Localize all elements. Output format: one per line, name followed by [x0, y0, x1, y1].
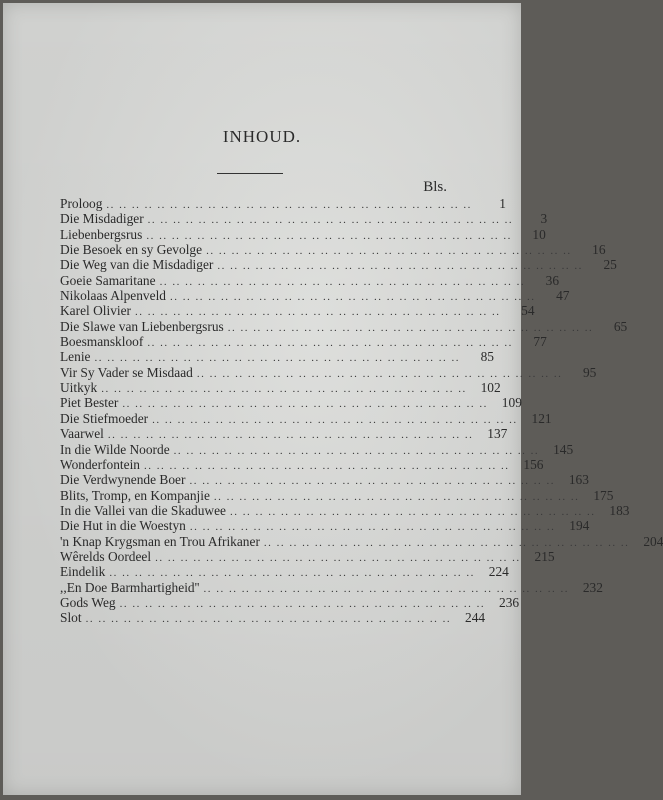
toc-entry-title: Die Hut in die Woestyn [60, 518, 186, 534]
toc-entry-title: Piet Bester [60, 395, 119, 411]
toc-entry-page: 16 [592, 242, 606, 258]
toc-entry-page: 54 [521, 303, 535, 319]
toc-entry-page: 236 [499, 594, 520, 610]
toc-entry-page: 137 [487, 426, 508, 442]
toc-entry-title: Proloog [60, 196, 103, 211]
toc-dot-leader: .. .. .. .. .. .. .. .. .. .. .. .. .. .. .. .. .. .. .. .. .. .. .. .. .. .. .. .. .. [206, 245, 572, 258]
toc-entry [60, 303, 535, 319]
book-page [3, 3, 663, 795]
toc-entry-title: Gods Weg [60, 594, 116, 610]
toc-entry [60, 318, 628, 334]
toc-entry-page: 156 [523, 456, 544, 472]
toc-dot-leader: .. .. .. .. .. .. .. .. .. .. .. .. .. .. .. .. .. .. .. .. .. .. .. .. .. .. .. .. .. [189, 521, 556, 534]
toc-entry-title: In die Vallei van die Skaduwee [60, 502, 226, 518]
toc-dot-leader: .. .. .. .. .. .. .. .. .. .. .. .. .. .. .. .. .. .. .. .. .. .. .. .. .. .. .. .. .. [227, 321, 594, 334]
toc-dot-leader: .. .. .. .. .. .. .. .. .. .. .. .. .. .. .. .. .. .. .. .. .. .. .. .. .. .. .. .. .. [146, 229, 512, 242]
toc-entry-title: Vir Sy Vader se Misdaad [60, 364, 193, 380]
toc-entry-page: 121 [531, 410, 552, 426]
toc-entry-page: 25 [603, 257, 617, 273]
toc-entry [60, 410, 552, 426]
toc-entry-title: Lenie [60, 349, 91, 365]
toc-dot-leader: .. .. .. .. .. .. .. .. .. .. .. .. .. .. .. .. .. .. .. .. .. .. .. .. .. .. .. .. .. [203, 582, 569, 595]
toc-entry-page: 145 [553, 441, 574, 457]
toc-entry [60, 334, 547, 350]
toc-entry-title: Wêrelds Oordeel [60, 548, 152, 564]
toc-entry-title: ,,En Doe Barmhartigheid'' [60, 579, 200, 595]
toc-entry [60, 380, 501, 396]
toc-dot-leader: .. .. .. .. .. .. .. .. .. .. .. .. .. .. .. .. .. .. .. .. .. .. .. .. .. .. .. .. .. [155, 551, 521, 564]
toc-entry-title: Die Stiefmoeder [60, 410, 149, 426]
toc-dot-leader: .. .. .. .. .. .. .. .. .. .. .. .. .. .. .. .. .. .. .. .. .. .. .. .. .. .. .. .. .. [217, 260, 583, 273]
toc-dot-leader: .. .. .. .. .. .. .. .. .. .. .. .. .. .. .. .. .. .. .. .. .. .. .. .. .. .. .. .. .. [94, 352, 460, 365]
toc-dot-leader: .. .. .. .. .. .. .. .. .. .. .. .. .. .. .. .. .. .. .. .. .. .. .. .. .. .. .. .. .. [101, 383, 467, 396]
toc-entry-title: In die Wilde Noorde [60, 441, 170, 457]
toc-entry [60, 395, 522, 411]
toc-entry [60, 472, 589, 488]
toc-dot-leader: .. .. .. .. .. .. .. .. .. .. .. .. .. .. .. .. .. .. .. .. .. .. .. .. .. .. .. .. .. [173, 444, 540, 457]
page-column-label: Bls. [423, 179, 447, 195]
toc-entry-page: 36 [545, 272, 560, 288]
toc-entry [60, 456, 544, 472]
toc-dot-leader: .. .. .. .. .. .. .. .. .. .. .. .. .. .. .. .. .. .. .. .. .. .. .. .. .. .. .. .. .. [147, 214, 514, 227]
toc-entry [60, 610, 486, 626]
toc-dot-leader: .. .. .. .. .. .. .. .. .. .. .. .. .. .. .. .. .. .. .. .. .. .. .. .. .. .. .. .. .. [189, 475, 555, 488]
toc-entry-title: Die Slawe van Liebenbergsrus [60, 318, 224, 334]
toc-entry-title: Karel Olivier [60, 303, 132, 319]
toc-entry-title: Goeie Samaritane [60, 272, 156, 288]
toc-dot-leader: .. .. .. .. .. .. .. .. .. .. .. .. .. .. .. .. .. .. .. .. .. .. .. .. .. .. .. .. .. [109, 567, 475, 580]
toc-entry [60, 364, 597, 380]
toc-entry-page: 85 [480, 349, 494, 365]
toc-entry-page: 215 [534, 548, 555, 564]
toc-entry-title: Die Besoek en sy Gevolge [60, 242, 203, 258]
toc-entry-title: Die Misdadiger [60, 211, 144, 227]
toc-entry [60, 272, 560, 288]
page-title: INHOUD. [222, 127, 302, 146]
toc-entry-title: Nikolaas Alpenveld [60, 288, 166, 304]
toc-entry [60, 288, 570, 304]
toc-dot-leader: .. .. .. .. .. .. .. .. .. .. .. .. .. .. .. .. .. .. .. .. .. .. .. .. .. .. .. .. .. [147, 337, 513, 350]
toc-entry-page: 232 [582, 579, 603, 595]
toc-entry-page: 10 [532, 226, 546, 242]
toc-entry-page: 244 [465, 610, 486, 626]
toc-entry-title: Eindelik [60, 564, 106, 580]
table-of-contents [60, 196, 663, 626]
toc-dot-leader: .. .. .. .. .. .. .. .. .. .. .. .. .. .. .. .. .. .. .. .. .. .. .. .. .. .. .. .. .. [135, 306, 501, 319]
toc-entry [60, 211, 548, 227]
toc-entry-title: Blits, Tromp, en Kompanjie [60, 487, 210, 503]
toc-entry-title: Slot [60, 610, 82, 626]
toc-entry [60, 349, 494, 365]
toc-entry-page: 183 [609, 502, 630, 518]
toc-dot-leader: .. .. .. .. .. .. .. .. .. .. .. .. .. .. .. .. .. .. .. .. .. .. .. .. .. .. .. .. .. [196, 367, 563, 380]
toc-dot-leader: .. .. .. .. .. .. .. .. .. .. .. .. .. .. .. .. .. .. .. .. .. .. .. .. .. .. .. .. .. [229, 505, 596, 518]
toc-entry-page: 1 [499, 196, 506, 211]
toc-entry-title: Liebenbergsrus [60, 226, 143, 242]
toc-entry-page: 163 [568, 472, 589, 488]
toc-dot-leader: .. .. .. .. .. .. .. .. .. .. .. .. .. .. .. .. .. .. .. .. .. .. .. .. .. .. .. .. .. [106, 199, 472, 211]
title-divider [217, 173, 283, 174]
toc-entry-title: Uitkyk [60, 380, 98, 396]
toc-entry-page: 95 [582, 364, 597, 380]
toc-entry-page: 109 [501, 395, 522, 411]
toc-entry [60, 533, 663, 549]
toc-entry [60, 502, 630, 518]
toc-entry [60, 564, 509, 580]
toc-dot-leader: .. .. .. .. .. .. .. .. .. .. .. .. .. .. .. .. .. .. .. .. .. .. .. .. .. .. .. .. .. [119, 597, 486, 610]
toc-entry-title: 'n Knap Krygsman en Trou Afrikaner [60, 533, 260, 549]
toc-entry-page: 77 [533, 334, 547, 350]
toc-entry-title: Vaarwel [60, 426, 104, 442]
toc-entry [60, 426, 508, 442]
toc-dot-leader: .. .. .. .. .. .. .. .. .. .. .. .. .. .. .. .. .. .. .. .. .. .. .. .. .. .. .. .. .. [85, 613, 452, 626]
toc-entry [60, 518, 590, 534]
toc-entry [60, 242, 606, 258]
toc-entry [60, 487, 614, 503]
toc-dot-leader: .. .. .. .. .. .. .. .. .. .. .. .. .. .. .. .. .. .. .. .. .. .. .. .. .. .. .. .. .. [213, 490, 580, 503]
toc-entry [60, 196, 506, 211]
toc-entry [60, 257, 617, 273]
toc-entry-page: 194 [569, 518, 590, 534]
toc-entry-page: 3 [540, 211, 548, 227]
toc-entry-title: Die Weg van die Misdadiger [60, 257, 214, 273]
toc-entry [60, 226, 546, 242]
toc-entry-title: Die Verdwynende Boer [60, 472, 186, 488]
toc-entry-page: 65 [613, 318, 628, 334]
toc-dot-leader: .. .. .. .. .. .. .. .. .. .. .. .. .. .. .. .. .. .. .. .. .. .. .. .. .. .. .. .. .. [152, 413, 518, 426]
toc-entry-page: 175 [593, 487, 614, 503]
toc-entry-page: 224 [488, 564, 509, 580]
toc-dot-leader: .. .. .. .. .. .. .. .. .. .. .. .. .. .. .. .. .. .. .. .. .. .. .. .. .. .. .. .. .. [263, 536, 630, 549]
toc-entry-title: Wonderfontein [60, 456, 140, 472]
toc-entry [60, 594, 520, 610]
toc-entry [60, 579, 603, 595]
toc-dot-leader: .. .. .. .. .. .. .. .. .. .. .. .. .. .. .. .. .. .. .. .. .. .. .. .. .. .. .. .. .. [122, 398, 488, 411]
toc-dot-leader: .. .. .. .. .. .. .. .. .. .. .. .. .. .. .. .. .. .. .. .. .. .. .. .. .. .. .. .. .. [159, 275, 526, 288]
toc-entry [60, 548, 555, 564]
toc-entry [60, 441, 574, 457]
toc-entry-page: 102 [480, 380, 501, 396]
toc-entry-page: 47 [556, 288, 570, 304]
toc-entry-title: Boesmanskloof [60, 334, 144, 350]
toc-dot-leader: .. .. .. .. .. .. .. .. .. .. .. .. .. .. .. .. .. .. .. .. .. .. .. .. .. .. .. .. .. [170, 291, 536, 304]
toc-dot-leader: .. .. .. .. .. .. .. .. .. .. .. .. .. .. .. .. .. .. .. .. .. .. .. .. .. .. .. .. .. [107, 429, 474, 442]
toc-dot-leader: .. .. .. .. .. .. .. .. .. .. .. .. .. .. .. .. .. .. .. .. .. .. .. .. .. .. .. .. .. [143, 459, 510, 472]
toc-entry-page: 204 [643, 533, 663, 549]
